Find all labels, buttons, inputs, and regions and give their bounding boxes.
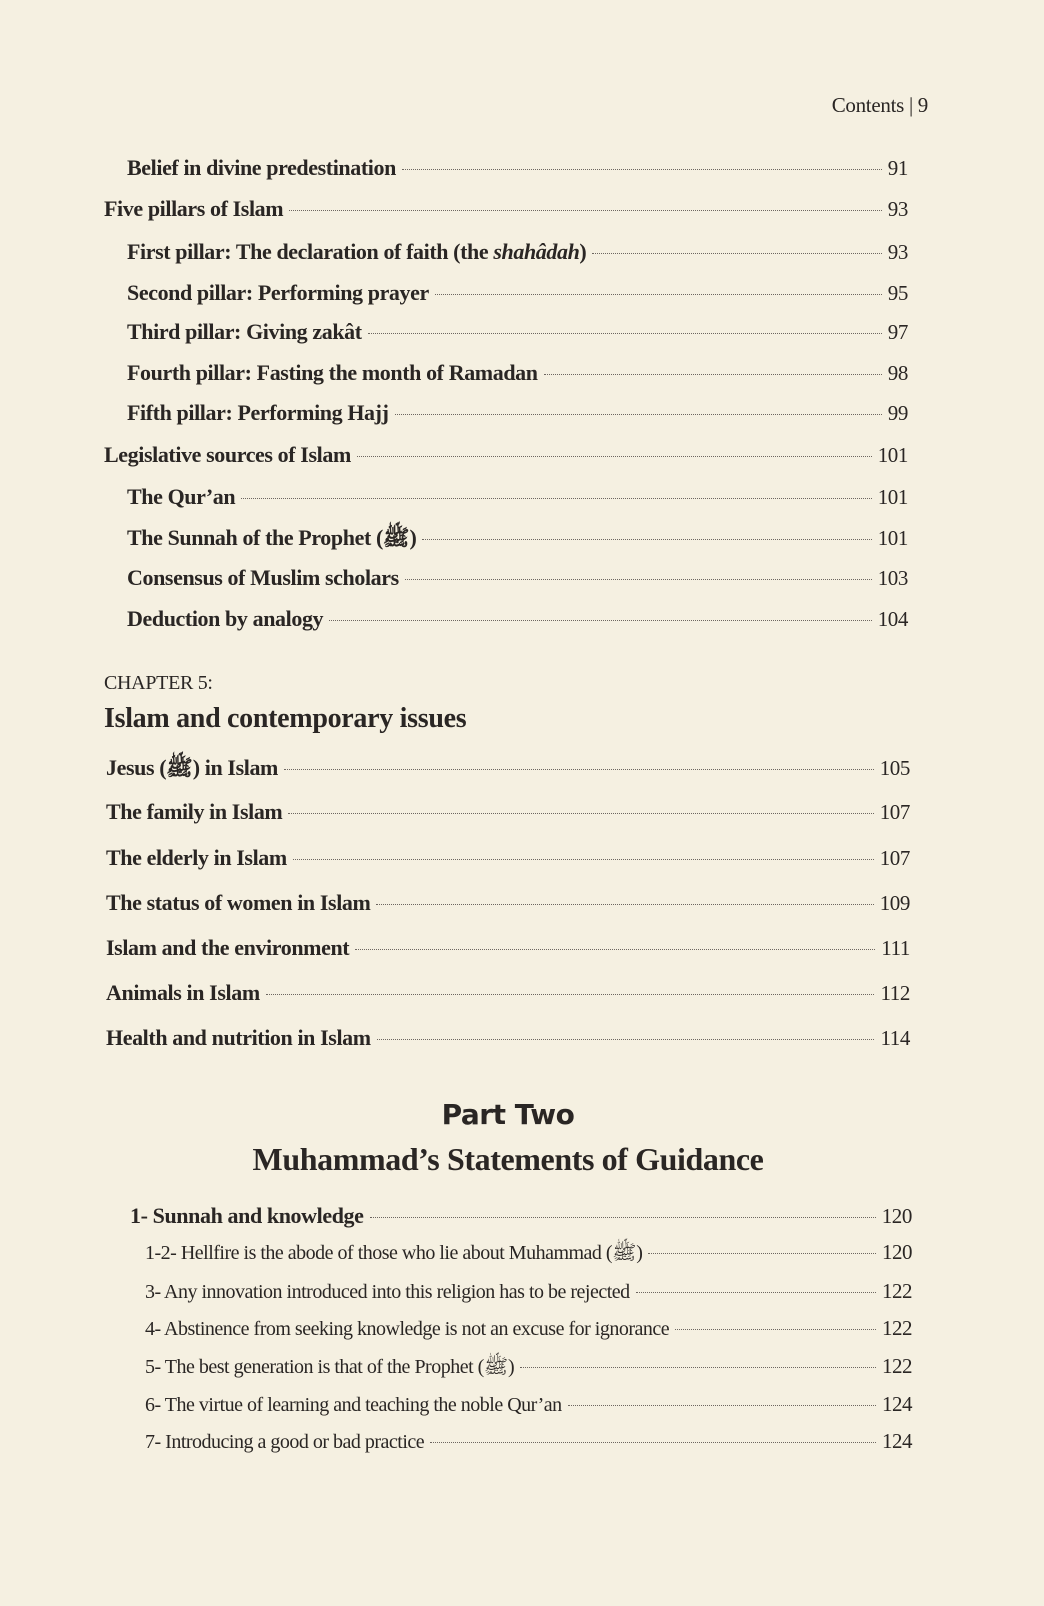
entry-page: 97: [887, 320, 908, 344]
toc-entry[interactable]: [145, 1276, 912, 1306]
dot-leader: [430, 1442, 876, 1443]
entry-page: 93: [887, 240, 908, 264]
dot-leader: [395, 414, 882, 415]
dot-leader: [266, 994, 875, 995]
entry-title-main: First pillar: The declaration of faith (the: [127, 239, 494, 264]
dot-leader: [329, 620, 872, 621]
entry-title: Islam and the environment: [106, 935, 350, 960]
entry-title: The elderly in Islam: [106, 845, 287, 870]
chapter-title: Islam and contemporary issues: [104, 703, 467, 734]
dot-leader: [357, 456, 872, 457]
part-title: Muhammad’s Statements of Guidance: [252, 1141, 764, 1177]
dot-leader: [376, 904, 873, 905]
entry-page: 101: [877, 526, 908, 550]
entry-title: [127, 237, 586, 267]
header-separator: |: [908, 93, 913, 117]
entry-title: 3- Any innovation introduced into this religion has to be rejected: [145, 1281, 630, 1303]
toc-entry[interactable]: [130, 1201, 912, 1231]
entry-page: 107: [879, 846, 910, 870]
entry-title: Animals in Islam: [106, 980, 260, 1005]
entry-title: 1- Sunnah and knowledge: [130, 1203, 364, 1228]
header-page-number: 9: [917, 93, 928, 117]
entry-title: The status of women in Islam: [106, 890, 371, 915]
toc-entry[interactable]: [145, 1351, 912, 1381]
dot-leader: [289, 210, 882, 211]
dot-leader: [435, 294, 882, 295]
entry-title: Belief in divine predestination: [127, 155, 396, 180]
dot-leader: [288, 813, 873, 814]
toc-entry[interactable]: [106, 888, 910, 918]
entry-page: 98: [887, 361, 908, 385]
entry-page: 122: [882, 1279, 912, 1303]
toc-entry[interactable]: [127, 317, 908, 347]
dot-leader: [284, 769, 874, 770]
entry-page: 120: [882, 1240, 912, 1264]
toc-entry[interactable]: [127, 237, 908, 267]
dot-leader: [377, 1039, 875, 1040]
toc-entry[interactable]: [145, 1237, 912, 1267]
entry-page: 105: [879, 756, 910, 780]
entry-page: 124: [882, 1392, 912, 1416]
entry-title: 7- Introducing a good or bad practice: [145, 1431, 425, 1453]
entry-page: 93: [887, 197, 908, 221]
dot-leader: [402, 169, 882, 170]
entry-title: 1-2- Hellfire is the abode of those who lie about Muhammad (ﷺ): [145, 1242, 643, 1264]
entry-title: Jesus (ﷺ) in Islam: [106, 755, 278, 780]
entry-title: Health and nutrition in Islam: [106, 1025, 371, 1050]
entry-page: 120: [881, 1204, 912, 1228]
dot-leader: [568, 1405, 876, 1406]
entry-title: Fifth pillar: Performing Hajj: [127, 400, 389, 425]
entry-page: 122: [882, 1354, 912, 1378]
entry-title: The Qur’an: [127, 484, 236, 509]
entry-title: Second pillar: Performing prayer: [127, 280, 429, 305]
dot-leader: [368, 333, 882, 334]
dot-leader: [241, 498, 871, 499]
dot-leader: [636, 1292, 876, 1293]
dot-leader: [422, 539, 871, 540]
toc-entry[interactable]: [106, 978, 910, 1008]
entry-page: 103: [877, 566, 908, 590]
entry-title: Consensus of Muslim scholars: [127, 565, 399, 590]
toc-entry[interactable]: [145, 1313, 912, 1343]
entry-page: 112: [880, 981, 910, 1005]
entry-title-italic: shahâdah: [493, 239, 580, 264]
entry-title: 6- The virtue of learning and teaching the noble Qur’an: [145, 1394, 562, 1416]
toc-entry[interactable]: [127, 563, 908, 593]
dot-leader: [293, 859, 874, 860]
entry-page: 124: [882, 1429, 912, 1453]
entry-page: 91: [887, 156, 908, 180]
toc-entry[interactable]: [127, 482, 908, 512]
toc-entry[interactable]: [106, 843, 910, 873]
toc-entry[interactable]: [145, 1426, 912, 1456]
toc-entry[interactable]: [145, 1389, 912, 1419]
toc-entry[interactable]: [106, 933, 910, 963]
entry-page: 104: [877, 607, 908, 631]
toc-entry[interactable]: [127, 153, 908, 183]
toc-entry[interactable]: [106, 753, 910, 783]
dot-leader: [544, 374, 882, 375]
dot-leader: [648, 1253, 876, 1254]
header-section: Contents: [831, 93, 904, 117]
entry-page: 111: [881, 936, 910, 960]
entry-page: 101: [877, 485, 908, 509]
entry-page: 99: [887, 401, 908, 425]
entry-page: 107: [879, 800, 910, 824]
entry-title: Fourth pillar: Fasting the month of Ramadan: [127, 360, 538, 385]
part-label: Part Two: [441, 1098, 575, 1131]
entry-title: Third pillar: Giving zakât: [127, 319, 362, 344]
entry-title: 5- The best generation is that of the Prophet (ﷺ): [145, 1356, 515, 1378]
toc-entry[interactable]: [104, 440, 908, 470]
dot-leader: [520, 1367, 876, 1368]
toc-entry[interactable]: [106, 1023, 910, 1053]
entry-page: 109: [879, 891, 910, 915]
entry-page: 114: [880, 1026, 910, 1050]
dot-leader: [592, 253, 881, 254]
toc-entry[interactable]: [106, 797, 910, 827]
dot-leader: [370, 1217, 876, 1218]
running-header: [832, 93, 928, 118]
toc-entry[interactable]: [127, 358, 908, 388]
entry-title-end: ): [579, 239, 587, 264]
dot-leader: [355, 949, 875, 950]
entry-title: Deduction by analogy: [127, 606, 324, 631]
entry-title: The Sunnah of the Prophet (ﷺ): [127, 525, 417, 550]
entry-page: 101: [877, 443, 908, 467]
entry-title: Five pillars of Islam: [104, 196, 284, 221]
toc-entry[interactable]: [127, 278, 908, 308]
entry-title: 4- Abstinence from seeking knowledge is not an excuse for ignorance: [145, 1318, 670, 1340]
entry-title: The family in Islam: [106, 799, 283, 824]
toc-entry[interactable]: [127, 523, 908, 553]
chapter-label: CHAPTER 5:: [104, 672, 213, 694]
toc-entry[interactable]: [127, 604, 908, 634]
entry-page: 95: [887, 281, 908, 305]
toc-entry[interactable]: [104, 194, 908, 224]
entry-title: Legislative sources of Islam: [104, 442, 351, 467]
entry-page: 122: [882, 1316, 912, 1340]
toc-entry[interactable]: [127, 398, 908, 428]
dot-leader: [405, 579, 872, 580]
dot-leader: [675, 1329, 876, 1330]
